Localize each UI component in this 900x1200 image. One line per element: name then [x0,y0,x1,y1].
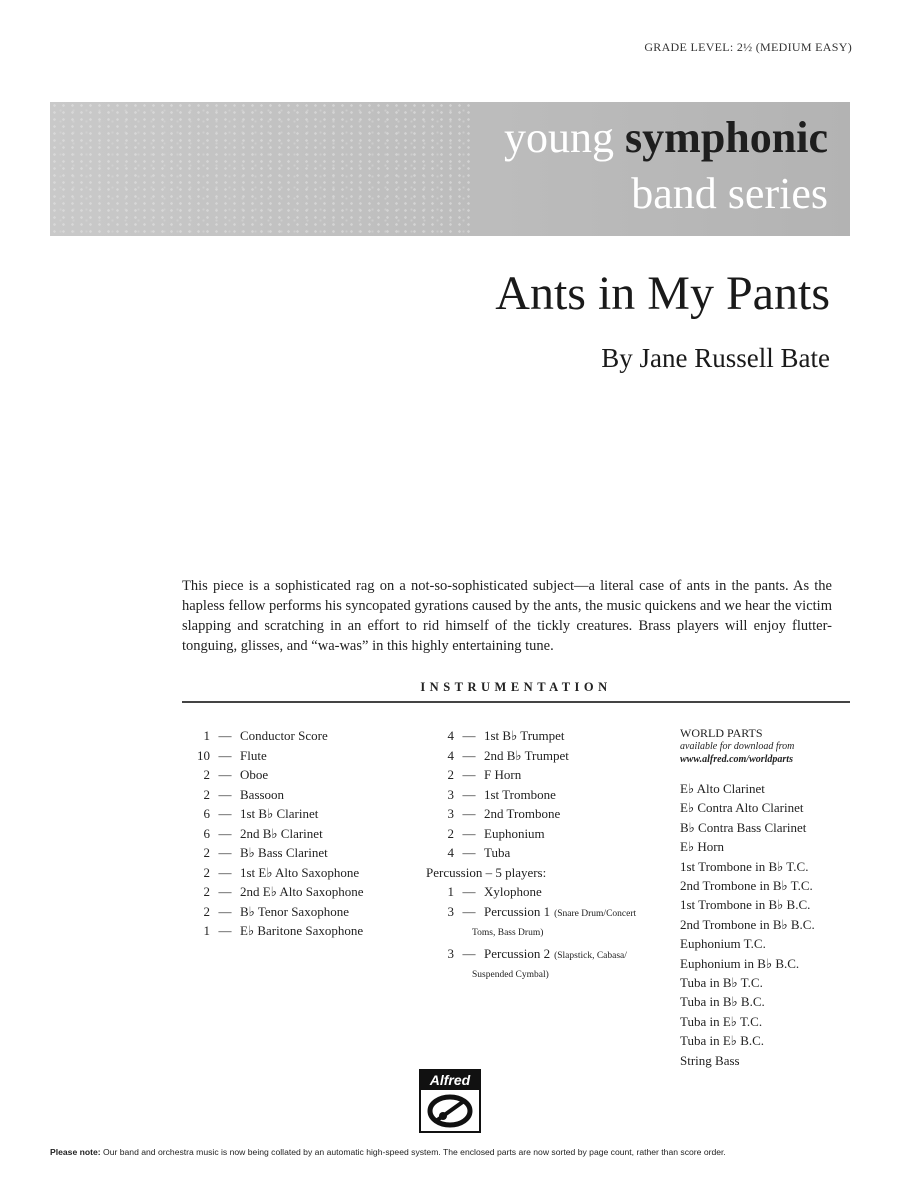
part-name-text: Tuba [484,845,511,860]
part-quantity: 2 [203,884,210,899]
instrument-column-brass-percussion [426,726,666,986]
world-parts-heading: WORLD PARTS [680,726,763,740]
part-name [240,902,412,922]
instrument-row [426,804,666,824]
part-dash: — [462,786,476,802]
part-dash: — [462,806,476,821]
world-part-item: 2nd Trombone in B♭ T.C. [680,878,813,894]
part-quantity: 4 [447,747,454,763]
world-part-item: 1st Trombone in B♭ T.C. [680,858,809,874]
part-name-text: Percussion 2 [484,945,551,961]
instrument-row [426,824,666,844]
part-dash: — [462,884,476,899]
part-name-text: 2nd B♭ Trumpet [484,747,569,763]
part-quantity: 2 [203,845,210,860]
part-quantity: 10 [197,747,210,763]
part-name-text: B♭ Tenor Saxophone [240,903,349,919]
banner-texture [50,102,470,236]
series-title-line1 [504,112,828,163]
world-parts-list [680,779,870,1070]
part-name [484,843,666,863]
instrumentation-heading: INSTRUMENTATION [420,680,612,694]
part-name-text: 1st Trombone [484,786,556,802]
part-name-text: F Horn [484,767,522,782]
series-banner [50,102,850,236]
percussion-note-continued: Toms, Bass Drum) [472,928,544,938]
instrument-row [182,765,412,785]
part-name [240,785,412,805]
part-name-text: Conductor Score [240,728,328,743]
part-dash: — [462,845,476,860]
instrument-row [426,843,666,863]
part-name [484,726,666,746]
instrument-row [182,726,412,746]
instrument-row [182,746,412,766]
part-name [240,843,412,863]
part-name-text: Euphonium [484,825,545,841]
world-part-item: Euphonium in B♭ B.C. [680,955,800,971]
part-name-text: B♭ Bass Clarinet [240,845,328,860]
part-name [240,863,412,883]
collation-footnote [50,1147,860,1157]
piece-title: Ants in My Pants [495,267,830,320]
part-dash: — [462,767,476,782]
percussion-note: (Slapstick, Cabasa/ [554,950,627,961]
part-dash: — [218,806,232,821]
part-quantity: 3 [447,786,454,802]
series-word-young: young [504,113,615,162]
part-name-text: Xylophone [484,884,542,899]
footnote-label: Please note: [50,1147,101,1157]
world-parts-url: www.alfred.com/worldparts [680,754,793,765]
part-name-text: E♭ Baritone Saxophone [240,923,364,938]
piece-description: This piece is a sophisticated rag on a not-so-sophisticated subject—a literal case of ants in the pants. As the hapless fellow performs his syncopated gyrations caused by the ants, the music quickens and we hear the victim slapping and scratching in an effort to rid himself of the tickly creatures. Brass players will enjoy flutter-tonguing, glisses, and “wa-was” in this highly entertaining tune. [182,578,832,654]
instrument-column-woodwinds [182,726,412,941]
part-name-text: 1st E♭ Alto Saxophone [240,864,360,880]
world-parts-subheading: available for download from [680,741,795,752]
part-name [484,785,666,805]
part-dash: — [218,747,232,763]
part-quantity: 2 [447,767,454,782]
part-name-text: 2nd E♭ Alto Saxophone [240,884,364,899]
part-quantity: 2 [203,864,210,880]
instrument-row [426,765,666,785]
part-name [240,804,412,824]
percussion-note: (Snare Drum/Concert [554,908,637,919]
part-quantity: 3 [447,903,454,919]
world-part-item: E♭ Alto Clarinet [680,781,765,796]
world-part-item: Euphonium T.C. [680,936,766,952]
percussion-note-continued: Suspended Cymbal) [472,970,549,980]
world-part-item: Tuba in B♭ B.C. [680,994,765,1010]
part-name [484,882,666,902]
instrument-row [426,785,666,805]
part-name [484,746,666,766]
part-quantity: 1 [447,884,454,899]
part-name-text: 2nd B♭ Clarinet [240,825,323,841]
world-part-item: B♭ Contra Bass Clarinet [680,819,807,835]
part-dash: — [462,945,476,961]
part-name [240,765,412,785]
instrument-row [182,785,412,805]
part-dash: — [462,747,476,763]
world-part-item: Tuba in E♭ T.C. [680,1013,763,1029]
world-part-item: E♭ Horn [680,839,725,855]
series-word-symphonic: symphonic [625,113,828,162]
part-name-text: Percussion 1 [484,903,551,919]
part-quantity: 2 [203,786,210,802]
part-dash: — [218,845,232,860]
instrument-row [182,824,412,844]
part-quantity: 1 [203,923,210,938]
part-name-text: 1st B♭ Clarinet [240,806,319,821]
part-quantity: 1 [203,728,210,743]
part-dash: — [462,728,476,743]
part-name [484,765,666,785]
part-dash: — [218,864,232,880]
instrument-row [426,726,666,746]
part-dash: — [218,786,232,802]
series-title-line2: band series [631,169,828,218]
part-quantity: 3 [447,945,454,961]
part-name [240,882,412,902]
world-parts-column [680,726,870,1070]
composer-credit: By Jane Russell Bate [601,343,830,373]
part-name [240,921,412,941]
brass-list [426,726,666,863]
part-name-text: 2nd Trombone [484,806,561,821]
part-name [484,944,666,967]
alfred-logo-wordmark: Alfred [421,1071,479,1090]
instrument-row [182,863,412,883]
part-quantity: 2 [447,825,454,841]
instrument-row [182,843,412,863]
part-dash: — [462,903,476,919]
world-part-item: 1st Trombone in B♭ B.C. [680,897,811,913]
part-name [240,746,412,766]
part-quantity: 6 [203,825,210,841]
world-part-item: E♭ Contra Alto Clarinet [680,800,804,816]
part-quantity: 3 [447,806,454,821]
instrument-row [426,746,666,766]
instrument-row [182,902,412,922]
part-dash: — [218,884,232,899]
percussion-row [426,882,666,902]
part-name-text: Bassoon [240,786,285,802]
world-part-item: 2nd Trombone in B♭ B.C. [680,916,815,932]
part-name [240,824,412,844]
alfred-logo [419,1069,481,1133]
percussion-list [426,882,666,986]
part-name-text: Flute [240,747,267,763]
instrument-row [182,882,412,902]
part-name [484,804,666,824]
part-quantity: 2 [203,767,210,782]
part-quantity: 6 [203,806,210,821]
part-name [484,902,666,925]
part-name-text: Oboe [240,767,269,782]
grade-level: GRADE LEVEL: 2½ (MEDIUM EASY) [644,40,852,54]
part-dash: — [218,903,232,919]
part-dash: — [218,923,232,938]
part-dash: — [462,825,476,841]
part-dash: — [218,728,232,743]
part-dash: — [218,825,232,841]
percussion-row [426,902,666,925]
world-part-item: Tuba in E♭ B.C. [680,1033,765,1049]
part-quantity: 4 [447,728,454,743]
part-name-text: 1st B♭ Trumpet [484,728,565,743]
part-name [240,726,412,746]
instrument-row [182,804,412,824]
instrumentation-divider [182,701,850,703]
alfred-logo-icon [424,1093,476,1129]
footnote-text: Our band and orchestra music is now being collated by an automatic high-speed system. The enclosed parts are now sorted by page count, rather than score order. [100,1147,726,1157]
percussion-row [426,944,666,967]
part-quantity: 2 [203,903,210,919]
percussion-label: Percussion – 5 players: [426,864,547,880]
part-quantity: 4 [447,845,454,860]
world-part-item: Tuba in B♭ T.C. [680,975,763,991]
part-name [484,824,666,844]
world-part-item: String Bass [680,1052,740,1068]
part-dash: — [218,767,232,782]
instrument-row [182,921,412,941]
